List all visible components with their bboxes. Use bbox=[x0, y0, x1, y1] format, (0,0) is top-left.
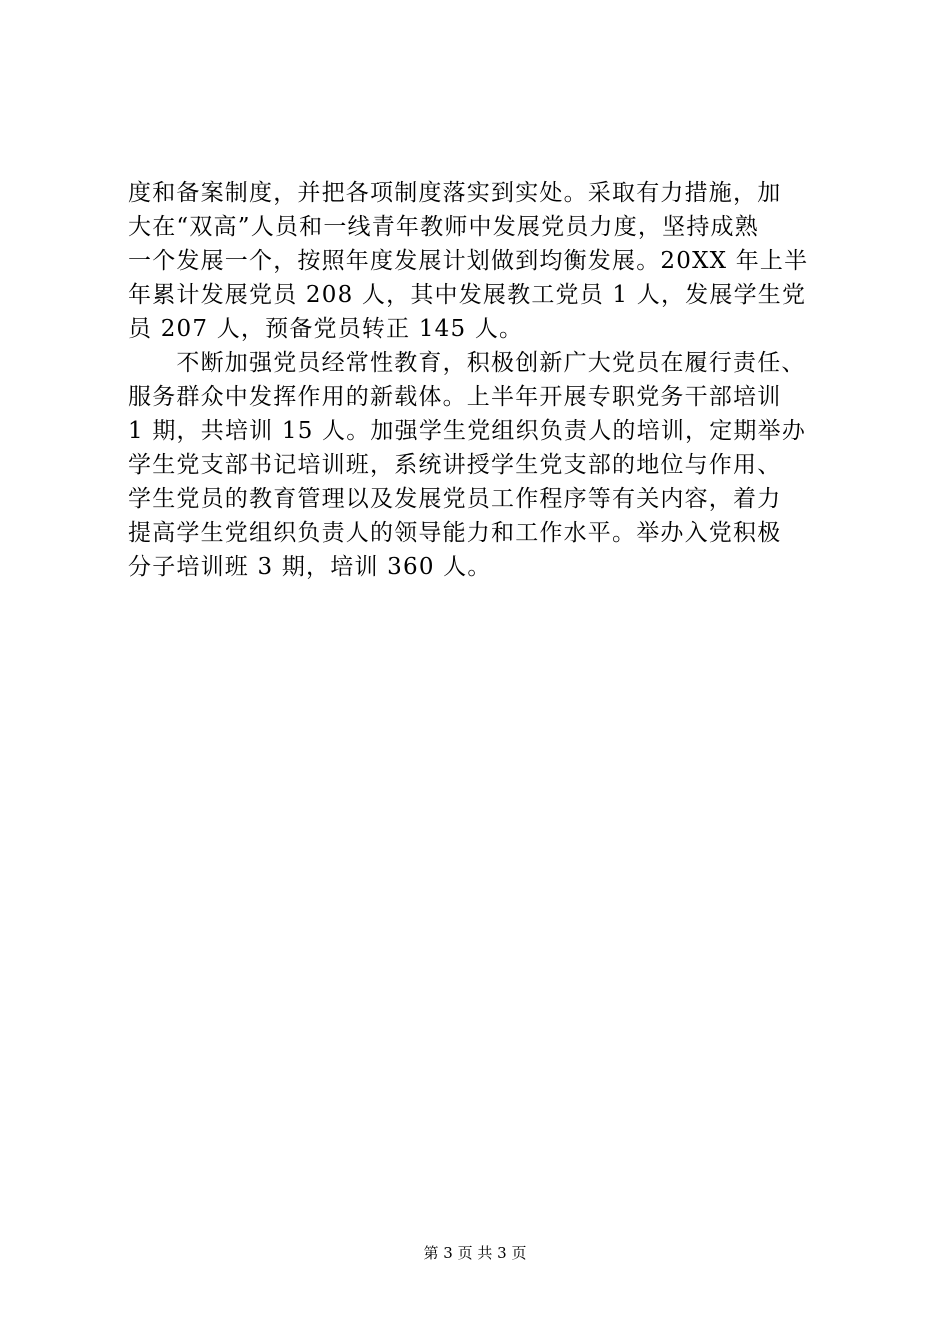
text-line: 一个发展一个，按照年度发展计划做到均衡发展。20XX 年上半 bbox=[128, 248, 809, 274]
text-line: 学生党员的教育管理以及发展党员工作程序等有关内容，着力 bbox=[128, 486, 782, 512]
body-text bbox=[128, 176, 868, 584]
text-line: 分子培训班 3 期，培训 360 人。 bbox=[128, 554, 492, 580]
text-line: 不断加强党员经常性教育，积极创新广大党员在履行责任、 bbox=[128, 350, 806, 376]
page-footer: 第 3 页 共 3 页 bbox=[423, 1244, 527, 1262]
text-line: 员 207 人，预备党员转正 145 人。 bbox=[128, 316, 524, 342]
text-line: 提高学生党组织负责人的领导能力和工作水平。举办入党积极 bbox=[128, 520, 782, 546]
text-line: 年累计发展党员 208 人，其中发展教工党员 1 人，发展学生党 bbox=[128, 282, 807, 308]
text-line: 1 期，共培训 15 人。加强学生党组织负责人的培训，定期举办 bbox=[128, 418, 807, 444]
text-line: 度和备案制度，并把各项制度落实到实处。采取有力措施，加 bbox=[128, 180, 782, 206]
text-line: 学生党支部书记培训班，系统讲授学生党支部的地位与作用、 bbox=[128, 452, 782, 478]
text-line: 大在“双高”人员和一线青年教师中发展党员力度，坚持成熟 bbox=[128, 214, 759, 240]
text-line: 服务群众中发挥作用的新载体。上半年开展专职党务干部培训 bbox=[128, 384, 782, 410]
